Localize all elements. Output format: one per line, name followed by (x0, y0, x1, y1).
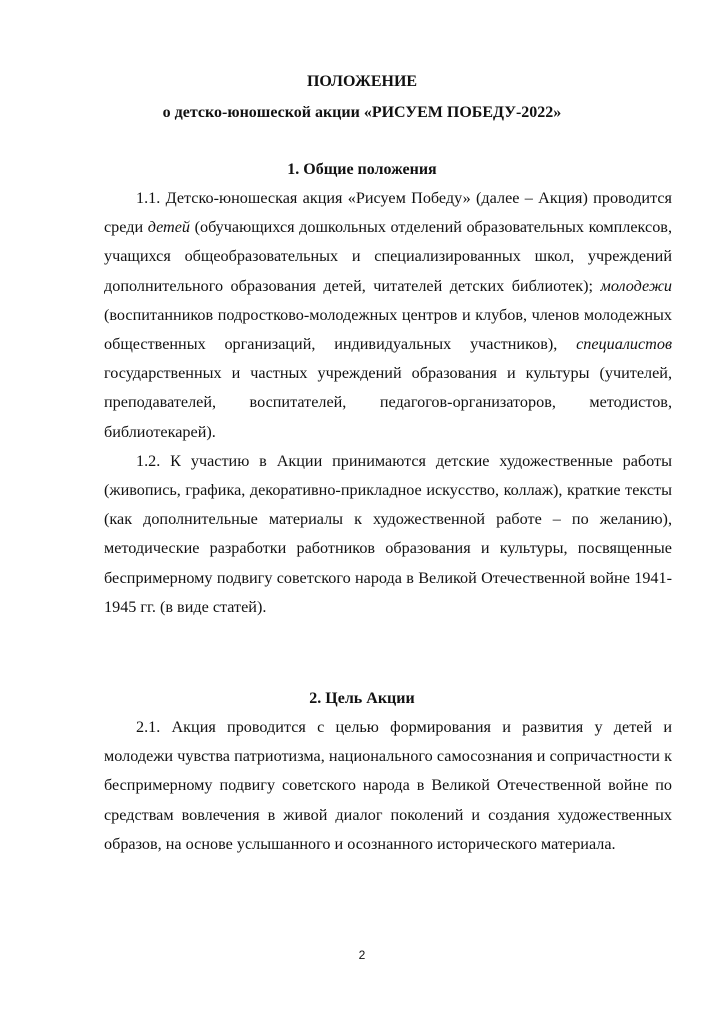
paragraph-1-1-part-1: 1.1. Детско-юношеская акция «Рисуем Победу» (далее – Акция) проводится среди (104, 189, 672, 237)
paragraph-1-1-emphasis-specialists: специалистов (576, 335, 672, 354)
document-subtitle: о детско-юношеской акции «РИСУЕМ ПОБЕДУ-2022» (162, 104, 562, 121)
paragraph-2-1: 2.1. Акция проводится с целью формирования и развития у детей и молодежи чувства патриотизма, национального самосознания и сопричастности к беспримерному подвигу советского народа в Великой Отечественной войне по средствам вовлечения в живой диалог поколений и создания художественных образов, на основе услышанного и осознанного исторического материала. (104, 718, 672, 853)
section-heading-general: 1. Общие положения (287, 161, 437, 178)
paragraph-1-1 (104, 184, 672, 447)
paragraph-1-2: 1.2. К участию в Акции принимаются детские художественные работы (живопись, графика, декоративно-прикладное искусство, коллаж), краткие тексты (как дополнительные материалы к художественной работе – по желанию), методические разработки работников образования и культуры, посвященные беспримерному подвигу советского народа в Великой Отечественной войне 1941-1945 гг. (в виде статей). (104, 451, 672, 616)
paragraph-1-1-part-4: государственных и частных учреждений образования и культуры (учителей, преподавателей, воспитателей, педагогов-организаторов, методистов, библиотекарей). (104, 364, 672, 441)
paragraph-1-1-emphasis-children: детей (147, 218, 191, 237)
section-general-body (104, 184, 672, 622)
section-goal-body (104, 713, 672, 859)
paragraph-1-1-part-2: (обучающихся дошкольных отделений образовательных комплексов, учащихся общеобразовательных и специализированных школ, учреждений дополнительного образования детей, читателей детских библиотек); (104, 218, 672, 295)
paragraph-1-1-part-3: (воспитанников подростково-молодежных центров и клубов, членов молодежных общественных организаций, индивидуальных участников), (104, 305, 672, 354)
document-title: ПОЛОЖЕНИЕ (306, 73, 418, 90)
page-number: 2 (358, 948, 366, 962)
section-heading-goal: 2. Цель Акции (309, 690, 415, 707)
paragraph-1-1-emphasis-youth: молодежи (600, 276, 672, 295)
